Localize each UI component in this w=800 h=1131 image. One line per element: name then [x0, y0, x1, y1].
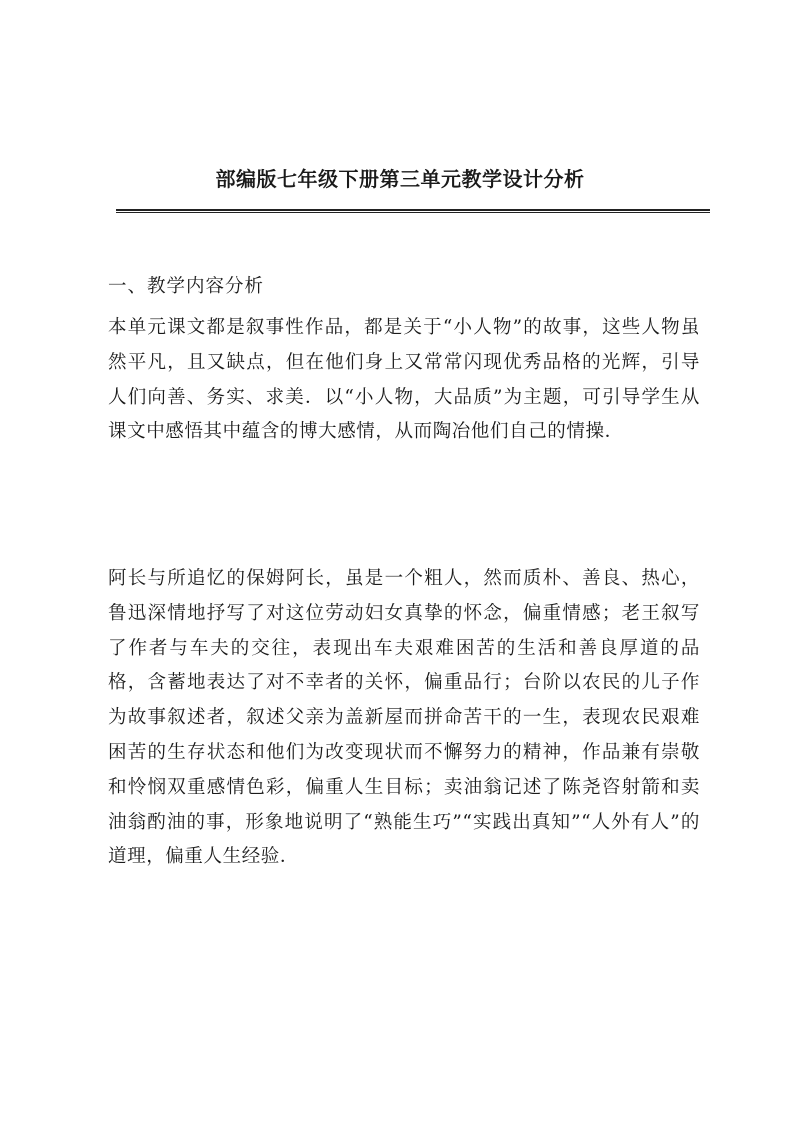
paragraph-lesson-summaries: 阿长与所追忆的保姆阿长，虽是一个粗人，然而质朴、善良、热心，鲁迅深情地抒写了对这位劳动妇女真挚的怀念，偏重情感；老王叙写了作者与车夫的交往，表现出车夫艰难困苦的生活和善良厚道的品格，含蓄地表达了对不幸者的关怀，偏重品行；台阶以农民的儿子作为故事叙述者，叙述父亲为盖新屋而拼命苦干的一生，表现农民艰难困苦的生存状态和他们为改变现状而不懈努力的精神，作品兼有崇敬和怜悯双重感情色彩，偏重人生目标；卖油翁记述了陈尧咨射箭和卖油翁酌油的事，形象地说明了“熟能生巧”“实践出真知”“人外有人”的道理，偏重人生经验．	[108, 568, 700, 868]
paragraph-unit-overview: 本单元课文都是叙事性作品，都是关于“小人物”的故事，这些人物虽然平凡，且又缺点，但在他们身上又常常闪现优秀品格的光辉，引导人们向善、务实、求美．以“小人物，大品质”为主题，可引导学生从课文中感悟其中蕴含的博大感情，从而陶冶他们自己的情操．	[108, 317, 700, 443]
section-heading: 一、教学内容分析	[108, 276, 265, 297]
title-divider	[116, 209, 710, 213]
document-title: 部编版七年级下册第三单元教学设计分析	[215, 167, 585, 191]
